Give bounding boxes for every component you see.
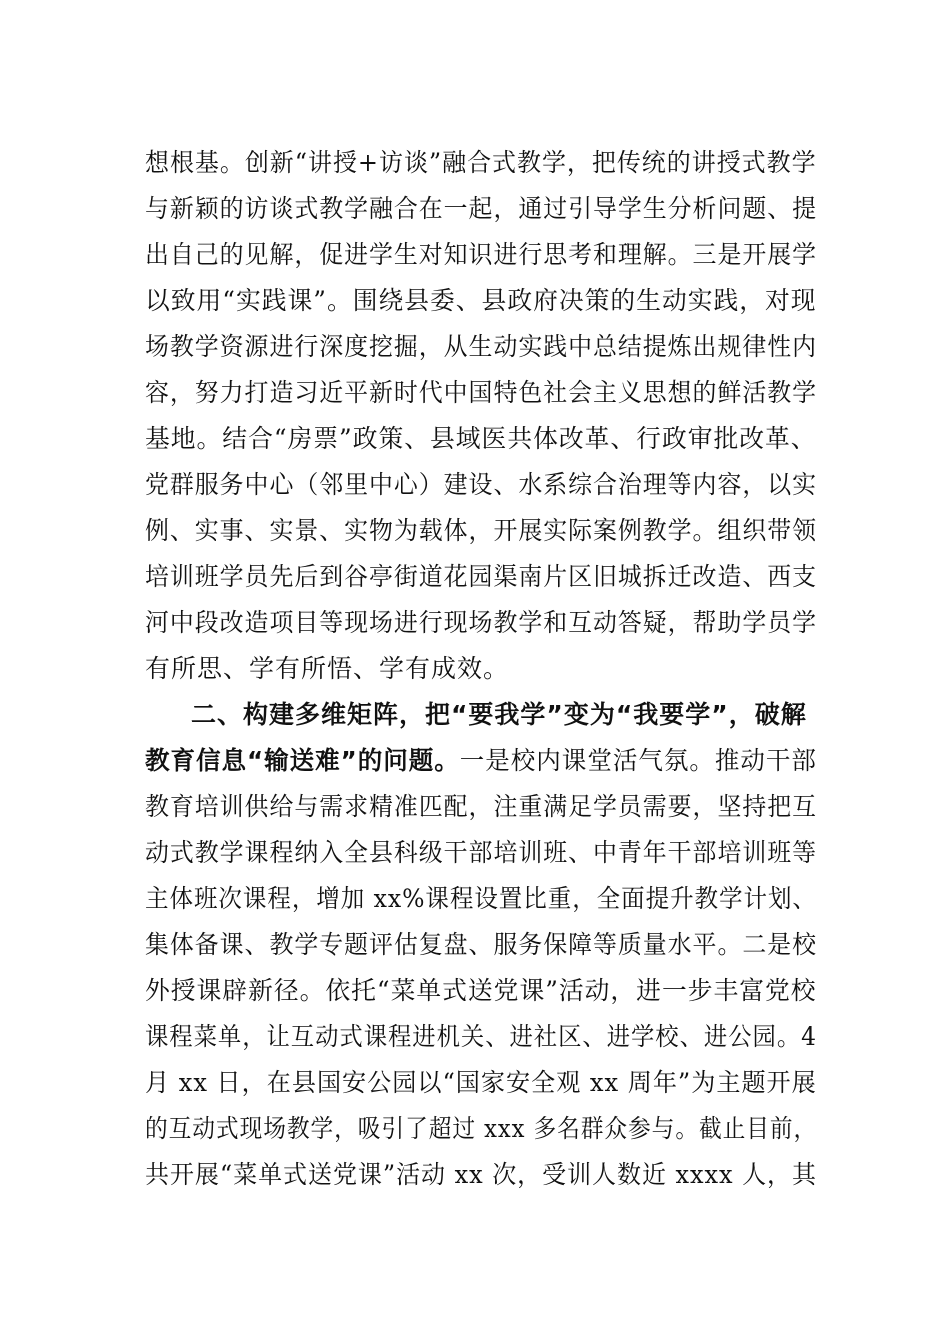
- text-line: 的互动式现场教学，吸引了超过 xxx 多名群众参与。截止目前，: [145, 1114, 818, 1143]
- text-line: 动式教学课程纳入全县科级干部培训班、中青年干部培训班等: [145, 838, 818, 867]
- text-line: 出自己的见解，促进学生对知识进行思考和理解。三是开展学: [145, 240, 818, 269]
- text-line: 培训班学员先后到谷亭街道花园渠南片区旧城拆迁改造、西支: [145, 562, 818, 591]
- text-line: 与新颖的访谈式教学融合在一起，通过引导学生分析问题、提: [145, 194, 818, 223]
- text-line: 主体班次课程，增加 xx%课程设置比重，全面提升教学计划、: [145, 884, 817, 913]
- text-line: 河中段改造项目等现场进行现场教学和互动答疑，帮助学员学: [145, 608, 818, 637]
- section-heading-continued: 教育信息“输送难”的问题。: [145, 746, 460, 775]
- text-line-rest: 一是校内课堂活气氛。推动干部: [459, 746, 817, 775]
- text-line: 以致用“实践课”。围绕县委、县政府决策的生动实践，对现: [145, 286, 817, 315]
- text-line: 想根基。创新“讲授+访谈”融合式教学，把传统的讲授式教学: [145, 148, 817, 177]
- text-line: 党群服务中心（邻里中心）建设、水系综合治理等内容，以实: [145, 470, 818, 499]
- text-line: 例、实事、实景、实物为载体，开展实际案例教学。组织带领: [145, 516, 818, 545]
- text-line: 课程菜单，让互动式课程进机关、进社区、进学校、进公园。4: [145, 1022, 817, 1051]
- text-line: 月 xx 日，在县国安公园以“国家安全观 xx 周年”为主题开展: [145, 1068, 817, 1097]
- text-line: 教育培训供给与需求精准匹配，注重满足学员需要，坚持把互: [145, 792, 818, 821]
- text-line: 基地。结合“房票”政策、县域医共体改革、行政审批改革、: [145, 424, 817, 453]
- section-heading: 二、构建多维矩阵，把“要我学”变为“我要学”，破解: [191, 700, 807, 729]
- text-line: 集体备课、教学专题评估复盘、服务保障等质量水平。二是校: [145, 930, 818, 959]
- text-line: 共开展“菜单式送党课”活动 xx 次，受训人数近 xxxx 人，其: [145, 1160, 817, 1189]
- text-line: 场教学资源进行深度挖掘，从生动实践中总结提炼出规律性内: [145, 332, 818, 361]
- text-line: [145, 741, 817, 781]
- text-line: 容，努力打造习近平新时代中国特色社会主义思想的鲜活教学: [145, 378, 818, 407]
- text-line: 外授课辟新径。依托“菜单式送党课”活动，进一步丰富党校: [145, 976, 817, 1005]
- text-line: 有所思、学有所悟、学有成效。: [145, 654, 510, 683]
